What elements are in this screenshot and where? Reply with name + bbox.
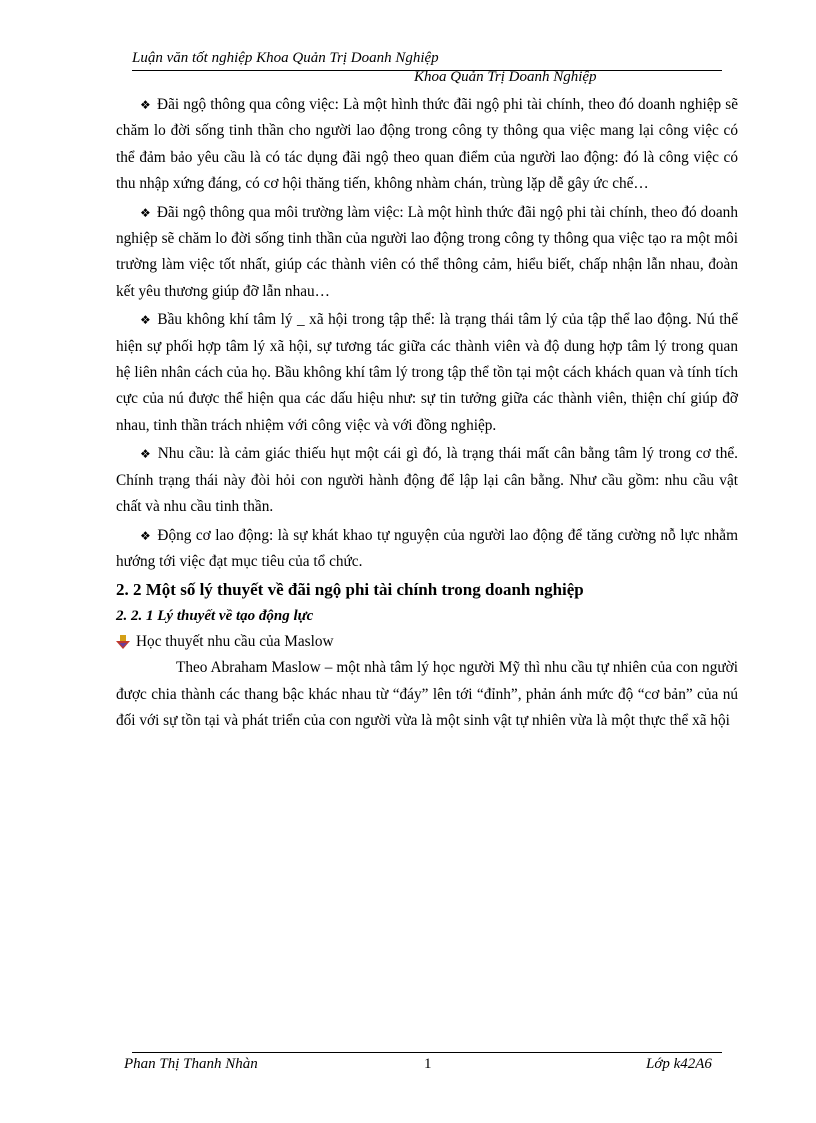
- paragraph-text: Nhu cầu: là cảm giác thiếu hụt một cái gì đó, là trạng thái mất cân bằng tâm lý trong cơ thể. Chính trạng thái này đòi hỏi con người hành động để lập lại cân bằng. Như cầu gồm: nhu cầu vật chất và nhu cầu tinh thần.: [116, 445, 738, 516]
- header-subtitle: Khoa Quản Trị Doanh Nghiệp: [414, 69, 597, 85]
- sub-item: [116, 629, 738, 655]
- diamond-bullet-icon: ❖: [140, 447, 152, 462]
- maslow-section: [116, 655, 738, 734]
- paragraph: [116, 307, 738, 439]
- footer-author: Phan Thị Thanh Nhàn: [124, 1056, 258, 1072]
- paragraph: [116, 441, 738, 520]
- document-body: [116, 92, 738, 737]
- paragraph: [116, 92, 738, 198]
- section-heading: 2. 2 Một số lý thuyết về đãi ngộ phi tài chính trong doanh nghiệp: [116, 580, 584, 600]
- page-number: 1: [424, 1056, 432, 1072]
- diamond-bullet-icon: ❖: [140, 528, 152, 543]
- paragraph-text: Đãi ngộ thông qua công việc: Là một hình thức đãi ngộ phi tài chính, theo đó doanh nghiệp sẽ chăm lo đời sống tinh thần cho người lao động trong công ty thông qua việc mang lại công việc có thể đảm bảo yêu cầu là có tác dụng đãi ngộ theo quan điểm của người lao động: đó là công việc có thu nhập xứng đáng, có cơ hội thăng tiến, không nhàm chán, trùng lặp dễ gây ức chế…: [116, 96, 738, 193]
- diamond-bullet-icon: ❖: [140, 98, 152, 112]
- diamond-bullet-icon: ❖: [140, 205, 151, 220]
- paragraph: [116, 200, 738, 306]
- paragraph: Theo Abraham Maslow – một nhà tâm lý học người Mỹ thì nhu cầu tự nhiên của con người được chia thành các thang bậc khác nhau từ “đáy” lên tới “đỉnh”, phản ánh mức độ “cơ bản” của nú đối với sự tồn tại và phát triển của con người vừa là một sinh vật tự nhiên vừa là một thực thể xã hội: [116, 659, 738, 730]
- header-title: Luận văn tốt nghiệp Khoa Quản Trị Doanh Nghiệp: [132, 50, 439, 66]
- footer-class: Lớp k42A6: [646, 1056, 712, 1072]
- paragraph-text: Đãi ngộ thông qua môi trường làm việc: Là một hình thức đãi ngộ phi tài chính, theo đó doanh nghiệp sẽ chăm lo đời sống tinh thần của người lao động trong công ty thông qua việc tạo ra một môi trường làm việc tốt nhất, giúp các thành viên có thể thông cảm, hiểu biết, chấp nhận lẫn nhau, đoàn kết yêu thương giúp đỡ lẫn nhau…: [116, 203, 738, 300]
- footer-rule: [132, 1052, 722, 1053]
- paragraph-text: Động cơ lao động: là sự khát khao tự nguyện của người lao động để tăng cường nỗ lực nhằm hướng tới việc đạt mục tiêu của tổ chức.: [116, 526, 738, 570]
- paragraph-text: Bầu không khí tâm lý _ xã hội trong tập thể: là trạng thái tâm lý của tập thể lao động. Nú thể hiện sự phối hợp tâm lý xã hội, sự tương tác giữa các thành viên và độ dung hợp tâm lý trong quan hệ liên nhân cách của họ. Bầu không khí tâm lý trong tập thể tồn tại một cách khách quan và tính tích cực của nú được thể hiện qua các dấu hiệu như: sự tin tưởng giữa các thành viên, thiện chí giúp đỡ nhau, tinh thần trách nhiệm với công việc và với đồng nghiệp.: [116, 311, 738, 434]
- diamond-bullet-icon: ❖: [140, 313, 152, 328]
- down-arrow-icon: [116, 635, 130, 649]
- paragraph: [116, 523, 738, 576]
- subsection-heading: 2. 2. 1 Lý thuyết về tạo động lực: [116, 608, 314, 625]
- sub-item-label: Học thuyết nhu cầu của Maslow: [136, 633, 334, 651]
